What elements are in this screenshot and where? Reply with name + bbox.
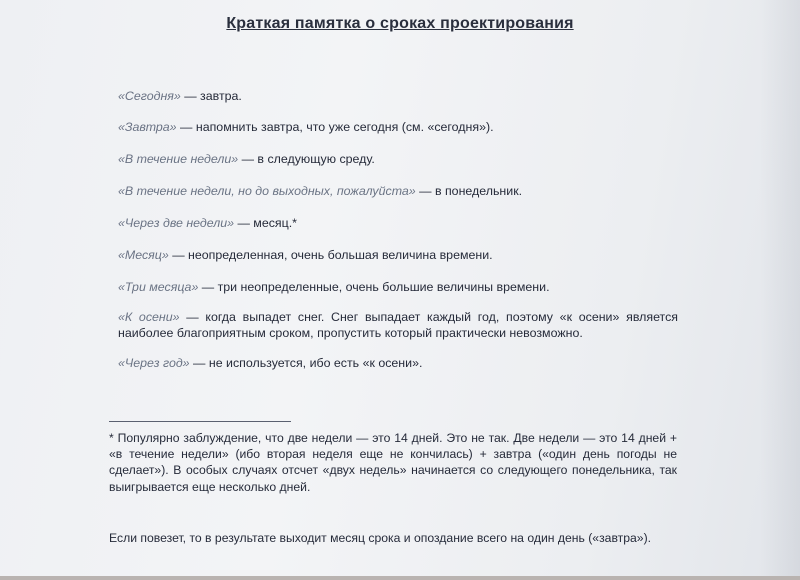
definition-text: — в следующую среду. — [238, 152, 375, 166]
definition-text: — три неопределенные, очень большие величины времени. — [198, 280, 550, 294]
definition-term: «Через год» — [118, 356, 190, 370]
definition-item-tomorrow — [118, 119, 678, 135]
page-shading — [760, 0, 800, 580]
definition-term: «В течение недели, но до выходных, пожалуйста» — [118, 184, 416, 198]
definition-item-month — [118, 247, 678, 263]
page-bottom-edge — [0, 576, 800, 580]
footnote: * Популярно заблуждение, что две недели — это 14 дней. Это не так. Две недели — это 14 дней + «в течение недели» (ибо вторая неделя еще не кончилась) + завтра («один день погоды не сделает»). В особых случаях отсчет «двух недель» начинается со следующего понедельника, так выигрывается еще несколько дней. — [109, 431, 677, 494]
footnote-divider — [109, 421, 291, 422]
definition-item-before-weekend — [118, 183, 678, 199]
closing-paragraph: Если повезет, то в результате выходит месяц срока и опоздание всего на один день («завтра»). — [109, 531, 652, 545]
definition-item-within-week — [118, 151, 678, 167]
definition-list — [118, 88, 678, 371]
definition-text: — завтра. — [180, 89, 242, 103]
definition-text: — не используется, ибо есть «к осени». — [189, 356, 423, 370]
definition-text: — в понедельник. — [415, 184, 523, 198]
definition-item-by-autumn — [118, 309, 678, 341]
definition-text: — когда выпадет снег. Снег выпадает каждый год, поэтому «к осени» является наиболее благоприятным сроком, пропустить который практически невозможно. — [118, 310, 678, 340]
definition-term: «Через две недели» — [118, 216, 235, 230]
definition-term: «В течение недели» — [118, 152, 239, 166]
definition-item-three-months — [118, 279, 678, 295]
definition-term: «Три месяца» — [118, 280, 199, 294]
definition-text: — неопределенная, очень большая величина времени. — [168, 248, 493, 262]
definition-item-in-a-year — [118, 355, 678, 371]
definition-term: «К осени» — [118, 310, 180, 324]
definition-item-two-weeks — [118, 215, 678, 231]
definition-text: — месяц.* — [234, 216, 297, 230]
definition-term: «Месяц» — [118, 248, 169, 262]
definition-item-today — [118, 88, 678, 104]
definition-term: «Сегодня» — [118, 89, 181, 103]
document-title: Краткая памятка о сроках проектирования — [226, 15, 574, 32]
definition-term: «Завтра» — [118, 120, 177, 134]
definition-text: — напомнить завтра, что уже сегодня (см. «сегодня»). — [176, 120, 494, 134]
